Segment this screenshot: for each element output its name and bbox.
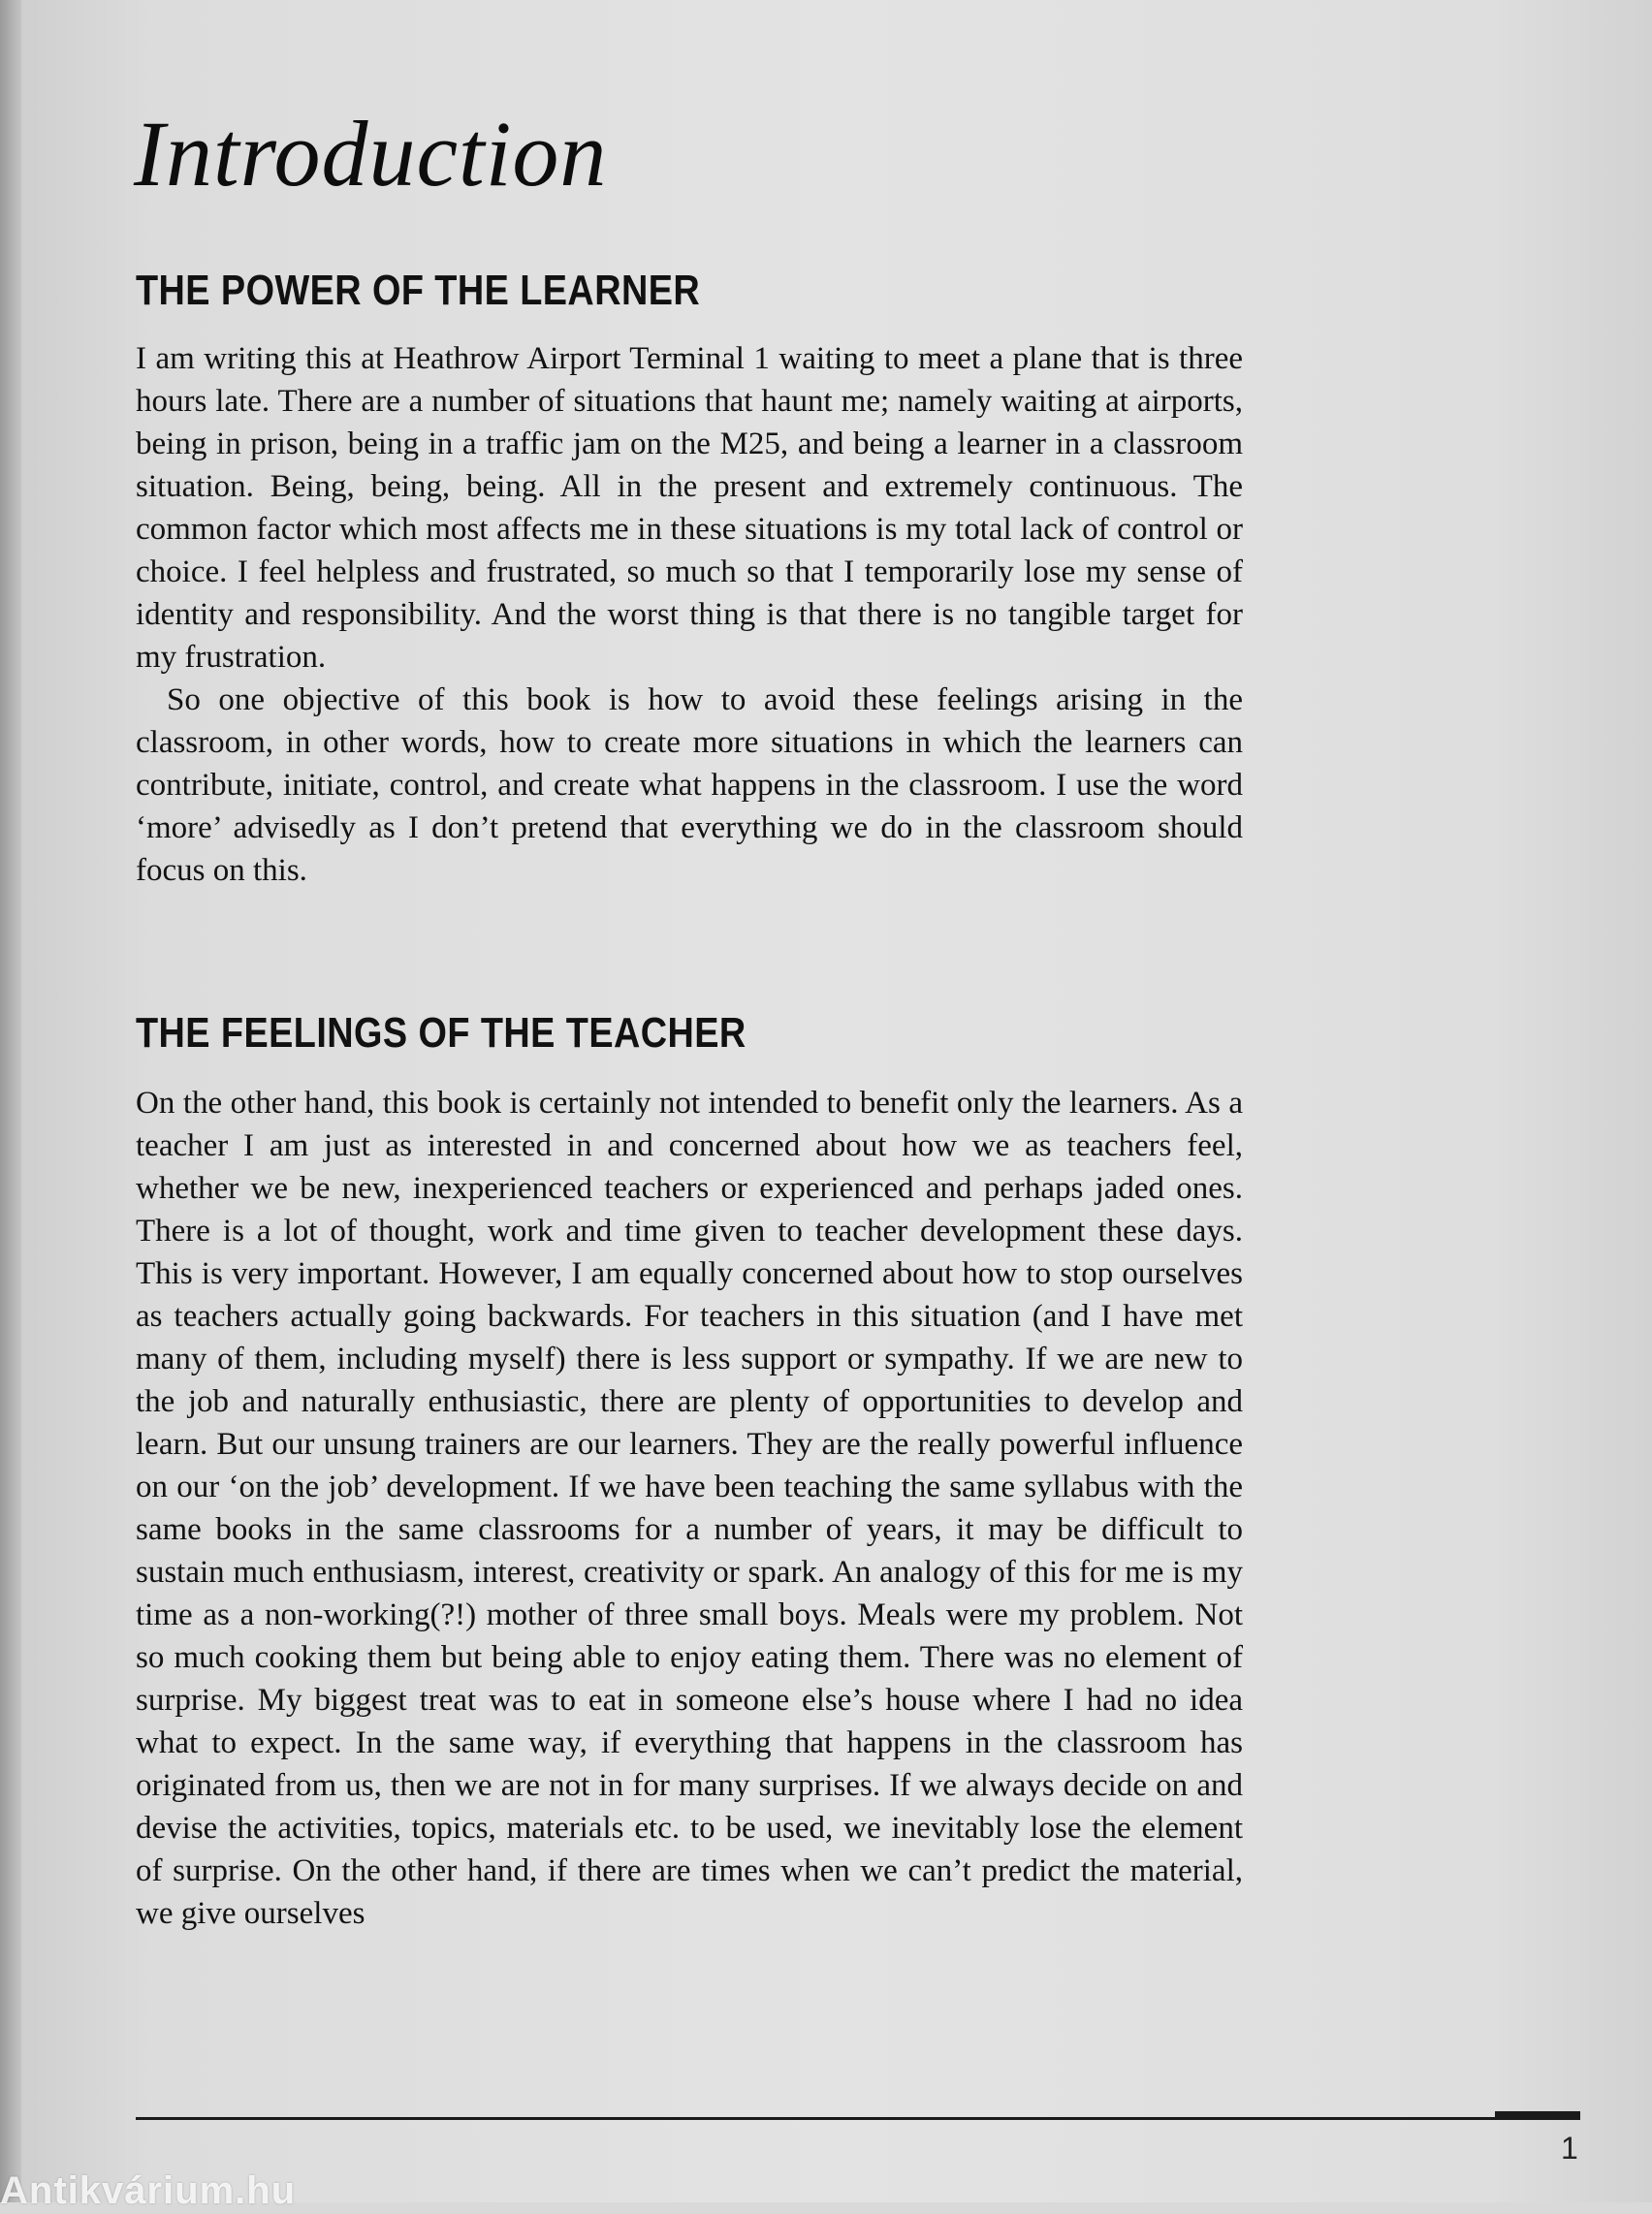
footer-rule <box>136 2117 1580 2120</box>
chapter-title: Introduction <box>134 102 608 206</box>
page-number: 1 <box>1561 2131 1578 2166</box>
footer-rule-accent <box>1495 2111 1580 2120</box>
paragraph: I am writing this at Heathrow Airport Terminal 1 waiting to meet a plane that is three hours late. There are a number of situations that haunt me; namely waiting at airports, being in prison, being in a traffic jam on the M25, and being a learner in a classroom situation. Being, being, being. All in the present and extremely continuous. The common factor which most affects me in these situations is my total lack of control or choice. I feel helpless and frustrated, so much so that I temporarily lose my sense of identity and responsibility. And the worst thing is that there is no tangible target for my frustration. <box>136 341 1243 675</box>
watermark: Antikvárium.hu <box>0 2169 297 2212</box>
book-spine-shadow <box>0 0 21 2202</box>
paragraph: So one objective of this book is how to avoid these feelings arising in the classroom, in other words, how to create more situations in which the learners can contribute, initiate, control, and create what happens in the classroom. I use the word ‘more’ advisedly as I don’t pretend that everything we do in the classroom should focus on this. <box>136 682 1243 888</box>
section-body-feelings-of-the-teacher <box>136 1082 1243 1935</box>
section-heading-power-of-the-learner: THE POWER OF THE LEARNER <box>136 267 701 314</box>
paragraph: On the other hand, this book is certainly not intended to benefit only the learners. As a teacher I am just as interested in and concerned about how we as teachers feel, whether we be new, inexperienced teachers or experienced and perhaps jaded ones. There is a lot of thought, work and time given to teacher development these days. This is very important. However, I am equally concerned about how to stop ourselves as teachers actually going backwards. For teachers in this situation (and I have met many of them, including myself) there is less support or sympathy. If we are new to the job and naturally enthusiastic, there are plenty of opportunities to develop and learn. But our unsung trainers are our learners. They are the really powerful influence on our ‘on the job’ development. If we have been teaching the same syllabus with the same books in the same classrooms for a number of years, it may be difficult to sustain much enthusiasm, interest, creativity or spark. An analogy of this for me is my time as a non-working(?!) mother of three small boys. Meals were my problem. Not so much cooking them but being able to enjoy eating them. There was no element of surprise. My biggest treat was to eat in someone else’s house where I had no idea what to expect. In the same way, if everything that happens in the classroom has originated from us, then we are not in for many surprises. If we always decide on and devise the activities, topics, materials etc. to be used, we inevitably lose the element of surprise. On the other hand, if there are times when we can’t predict the material, we give ourselves <box>136 1086 1243 1931</box>
section-heading-feelings-of-the-teacher: THE FEELINGS OF THE TEACHER <box>136 1009 747 1057</box>
section-body-power-of-the-learner <box>136 337 1243 892</box>
